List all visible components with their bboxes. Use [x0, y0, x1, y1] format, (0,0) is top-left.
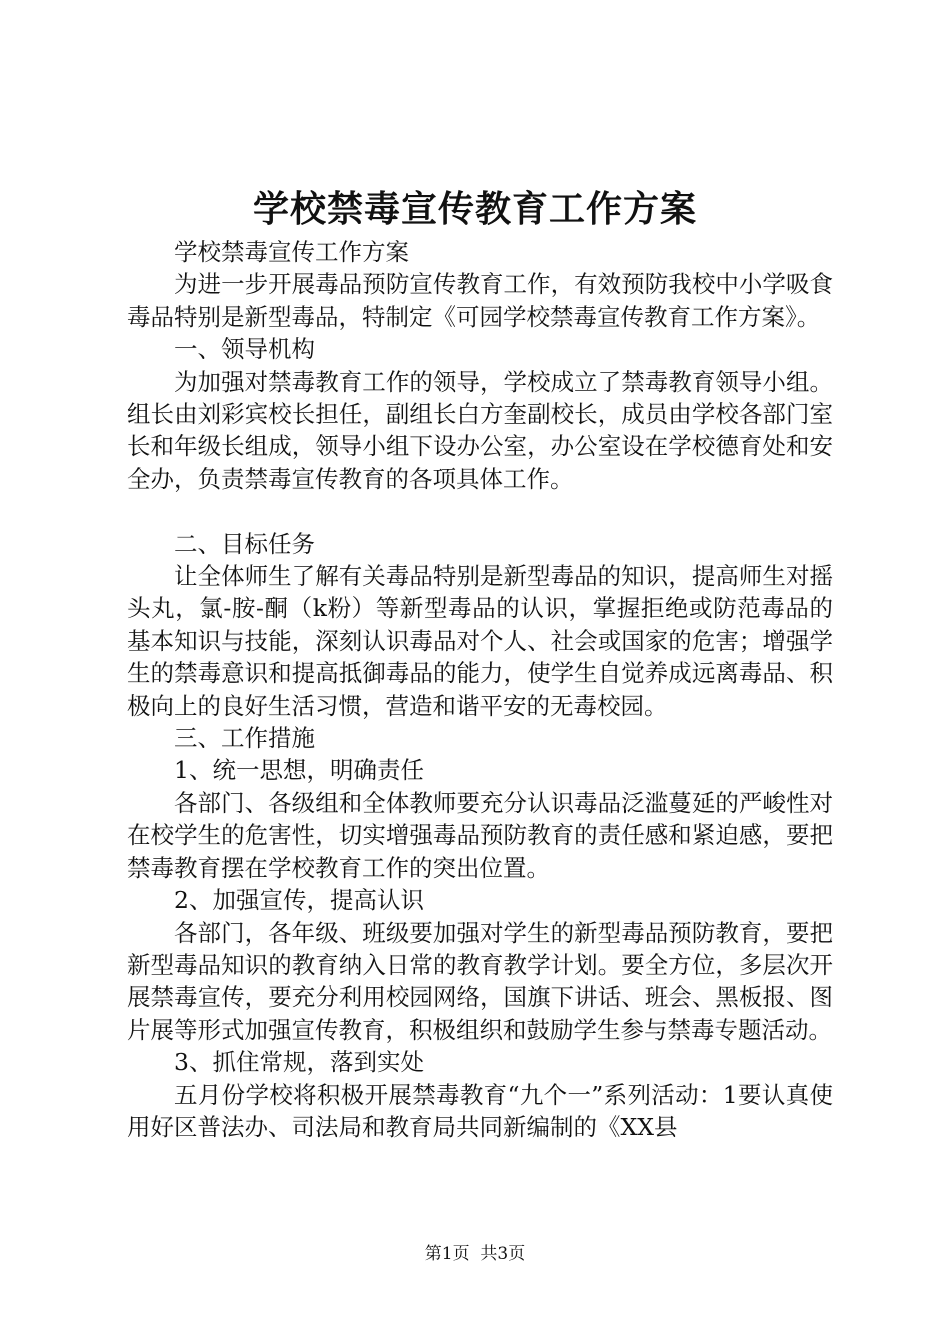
document-body	[127, 236, 833, 1143]
subtitle-paragraph: 学校禁毒宣传工作方案	[174, 238, 409, 266]
section-heading-leadership: 一、领导机构	[174, 335, 315, 364]
goals-paragraph: 让全体师生了解有关毒品特别是新型毒品的知识，提高师生对摇头丸，氯-胺-酮（k粉）等新型毒品的认识，掌握拒绝或防范毒品的基本知识与技能，深刻认识毒品对个人、社会或国家的危害；增强学生的禁毒意识和提高抵御毒品的能力，使学生自觉养成远离毒品、积极向上的良好生活习惯，营造和谐平安的无毒校园。	[127, 562, 833, 720]
section-heading-measures: 三、工作措施	[174, 724, 315, 753]
subheading-strengthen-publicity: 2、加强宣传，提高认识	[174, 886, 424, 915]
section-heading-goals: 二、目标任务	[174, 529, 315, 558]
document-title: 学校禁毒宣传教育工作方案	[252, 188, 697, 230]
strengthen-publicity-paragraph: 各部门，各年级、班级要加强对学生的新型毒品预防教育，要把新型毒品知识的教育纳入日常的教育教学计划。要全方位，多层次开展禁毒宣传，要充分利用校园网络，国旗下讲话、班会、黑板报、图片展等形式加强宣传教育，积极组织和鼓励学生参与禁毒专题活动。	[127, 918, 833, 1044]
leadership-paragraph: 为加强对禁毒教育工作的领导，学校成立了禁毒教育领导小组。组长由刘彩宾校长担任，副组长白方奎副校长，成员由学校各部门室长和年级长组成，领导小组下设办公室，办公室设在学校德育处和安全办，负责禁毒宣传教育的各项具体工作。	[127, 367, 833, 493]
unify-thinking-paragraph: 各部门、各级组和全体教师要充分认识毒品泛滥蔓延的严峻性对在校学生的危害性，切实增强毒品预防教育的责任感和紧迫感，要把禁毒教育摆在学校教育工作的突出位置。	[127, 788, 833, 882]
subheading-unify-thinking: 1、统一思想，明确责任	[174, 756, 424, 785]
routine-paragraph: 五月份学校将积极开展禁毒教育“九个一”系列活动：1要认真使用好区普法办、司法局和教育局共同新编制的《XX县	[127, 1080, 833, 1141]
page-total: 共3页	[480, 1244, 526, 1264]
intro-paragraph: 为进一步开展毒品预防宣传教育工作，有效预防我校中小学吸食毒品特别是新型毒品，特制定《可园学校禁毒宣传教育工作方案》。	[127, 270, 833, 331]
page-footer	[0, 1242, 950, 1266]
page-number: 第1页	[424, 1244, 470, 1264]
subheading-routine: 3、抓住常规，落到实处	[174, 1048, 424, 1077]
